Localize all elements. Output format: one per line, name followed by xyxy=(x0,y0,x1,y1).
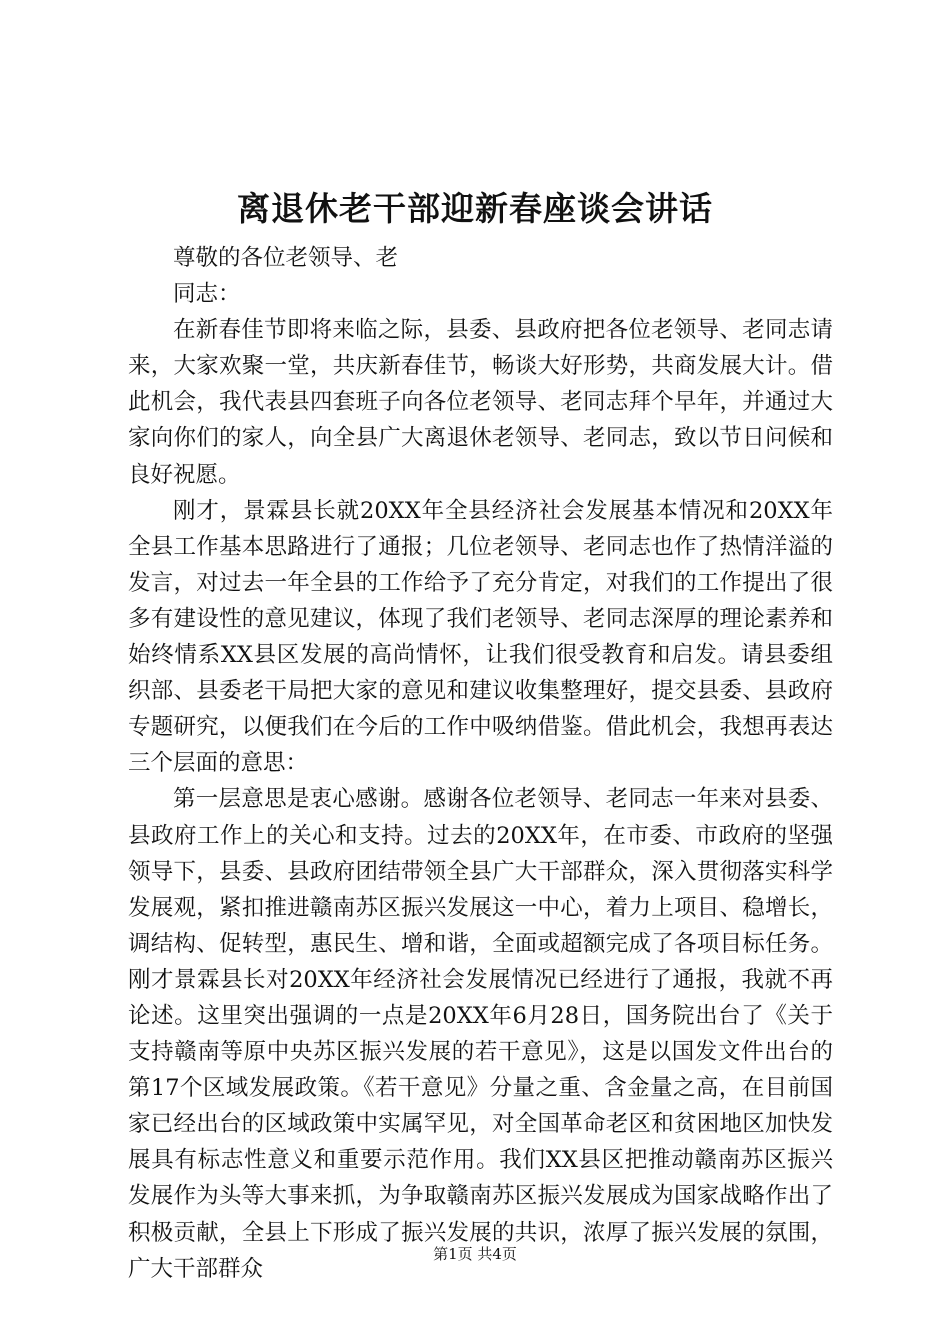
page-number-footer: 第1页 共4页 xyxy=(433,1245,517,1263)
document-body xyxy=(128,240,833,1287)
paragraph-1: 在新春佳节即将来临之际，县委、县政府把各位老领导、老同志请来，大家欢聚一堂，共庆新春佳节，畅谈大好形势，共商发展大计。借此机会，我代表县四套班子向各位老领导、老同志拜个早年，并通过大家向你们的家人，向全县广大离退休老领导、老同志，致以节日问候和良好祝愿。 xyxy=(128,317,833,488)
salutation-line-1: 尊敬的各位老领导、老 xyxy=(173,245,399,271)
document-title: 离退休老干部迎新春座谈会讲话 xyxy=(237,189,713,228)
paragraph-3: 第一层意思是衷心感谢。感谢各位老领导、老同志一年来对县委、县政府工作上的关心和支持。过去的20XX年，在市委、市政府的坚强领导下，县委、县政府团结带领全县广大干部群众，深入贯彻落实科学发展观，紧扣推进赣南苏区振兴发展这一中心，着力上项目、稳增长，调结构、促转型，惠民生、增和谐，全面或超额完成了各项目标任务。刚才景霖县长对20XX年经济社会发展情况已经进行了通报，我就不再论述。这里突出强调的一点是20XX年6月28日，国务院出台了《关于支持赣南等原中央苏区振兴发展的若干意见》，这是以国发文件出台的第17个区域发展政策。《若干意见》分量之重、含金量之高，在目前国家已经出台的区域政策中实属罕见，对全国革命老区和贫困地区加快发展具有标志性意义和重要示范作用。我们XX县区把推动赣南苏区振兴发展作为头等大事来抓，为争取赣南苏区振兴发展成为国家战略作出了积极贡献，全县上下形成了振兴发展的共识，浓厚了振兴发展的氛围，广大干部群众 xyxy=(128,786,833,1282)
paragraph-2: 刚才，景霖县长就20XX年全县经济社会发展基本情况和20XX年全县工作基本思路进行了通报；几位老领导、老同志也作了热情洋溢的发言，对过去一年全县的工作给予了充分肯定，对我们的工作提出了很多有建设性的意见建议，体现了我们老领导、老同志深厚的理论素养和始终情系XX县区发展的高尚情怀，让我们很受教育和启发。请县委组织部、县委老干局把大家的意见和建议收集整理好，提交县委、县政府专题研究，以便我们在今后的工作中吸纳借鉴。借此机会，我想再表达三个层面的意思： xyxy=(128,497,833,777)
salutation-line-2: 同志： xyxy=(173,281,241,308)
